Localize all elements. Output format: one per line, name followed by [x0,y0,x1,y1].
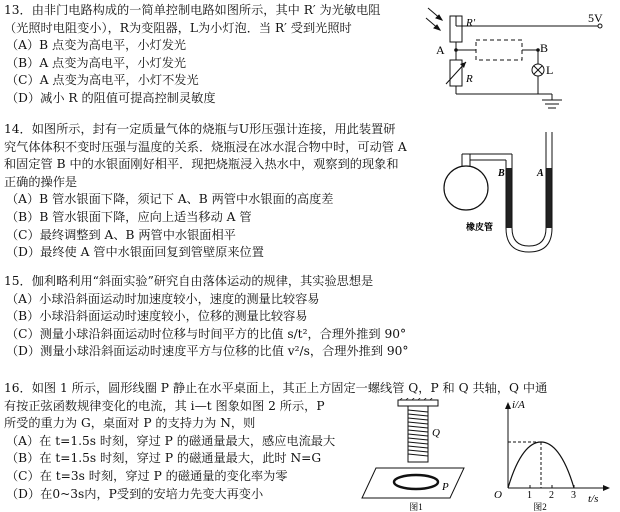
q16-figure-1 [358,398,476,512]
label-p: P [442,481,449,493]
q16-line-3: 所受的重力为 G，桌面对 P 的支持力为 N，则 [4,416,256,431]
q16-option-b: （B）在 t=1.5s 时刻，穿过 P 的磁通量最大，此时 N=G [6,451,322,466]
q14-option-d: （D）最终使 A 管中水银面回复到管壁原来位置 [6,245,264,260]
question-15 [4,273,409,361]
q16-line-2: 有按正弦函数规律变化的电流，其 i—t 图象如图 2 所示，P [4,398,325,413]
ground-icon [542,100,562,108]
label-a: A [436,43,445,57]
light-arrows-icon [426,8,442,30]
q13-circuit-figure [420,2,620,120]
label-l: L [546,63,554,77]
flask [444,166,488,210]
fig2-caption: 图2 [533,502,547,512]
q14-option-c: （C）最终调整到 A、B 两管中水银面相平 [6,227,236,242]
label-tube-b: B [498,168,505,179]
q14-flask-figure [440,120,570,260]
q14-line-3: 和固定管 B 中的水银面刚好相平．现把烧瓶浸入热水中，观察到的现象和 [4,157,399,172]
solenoid-coils [408,410,428,456]
mercury-a [547,168,552,228]
tick-3: 3 [571,490,576,501]
q13-option-c: （C）A 点变为高电平，小灯不发光 [6,73,199,88]
q15-line-1: 15．伽利略利用“斜面实验”研究自由落体运动的规律，其实验思想是 [4,274,374,288]
tick-2: 2 [549,490,554,501]
q15-option-b: （B）小球沿斜面运动时速度较小，位移的测量比较容易 [6,309,308,324]
q14-line-4: 正确的操作是 [4,174,78,189]
not-gate-box [476,40,522,60]
label-b: B [540,41,549,55]
q13-line-1: 13．由非门电路构成的一简单控制电路如图所示，其中 R′ 为光敏电阻 [4,3,381,17]
tick-1: 1 [527,490,532,501]
label-5v: 5V [588,11,603,25]
q16-line-1: 16．如图 1 所示，圆形线圈 P 静止在水平桌面上，其正上方固定一螺线管 Q，P 和 Q 共轴，Q 中通 [4,381,548,395]
label-q: Q [432,427,440,439]
coil-p [394,475,438,489]
question-14 [4,121,407,262]
q15-option-c: （C）测量小球沿斜面运动时位移与时间平方的比值 s/t²，合理外推到 90° [6,326,407,341]
label-r: R [466,73,473,85]
q14-option-a: （A）B 管水银面下降，须记下 A、B 两管中水银面的高度差 [6,192,334,207]
q14-line-1: 14．如图所示，封有一定质量气体的烧瓶与U形压强计连接，用此装置研 [4,122,396,136]
q16-option-d: （D）在0~3s内，P受到的安培力先变大再变小 [6,486,264,501]
x-axis-label: t/s [588,493,599,505]
mercury-b [507,168,512,228]
label-tube-a: A [537,168,544,179]
q15-option-d: （D）测量小球沿斜面运动时速度平方与位移的比值 v²/s，合理外推到 90° [6,344,409,359]
label-r-prime: R′ [466,17,476,29]
q13-option-d: （D）减小 R 的阻值可提高控制灵敏度 [6,90,216,105]
origin-label: O [494,489,502,501]
q15-option-a: （A）小球沿斜面运动时加速度较小，速度的测量比较容易 [6,291,320,306]
question-13 [4,2,380,108]
q16-option-a: （A）在 t=1.5s 时刻，穿过 P 的磁通量最大，感应电流最大 [6,433,336,448]
q13-option-b: （B）A 点变为高电平，小灯发光 [6,55,187,70]
q13-line-2: （光照时电阻变小），R为变阻器，L为小灯泡．当 R′ 受到光照时 [4,20,352,35]
label-rubber-tube: 橡皮管 [466,222,494,232]
y-axis-label: i/A [512,399,525,411]
q14-line-2: 究气体体积不变时压强与温度的关系．烧瓶浸在冰水混合物中时，可动管 A [4,139,407,154]
q16-option-c: （C）在 t=3s 时刻，穿过 P 的磁通量的变化率为零 [6,468,288,483]
q14-option-b: （B）B 管水银面下降，应向上适当移动 A 管 [6,209,252,224]
q13-option-a: （A）B 点变为高电平，小灯发光 [6,38,187,53]
q16-figure-2 [484,394,618,512]
fig1-caption: 图1 [409,502,423,512]
